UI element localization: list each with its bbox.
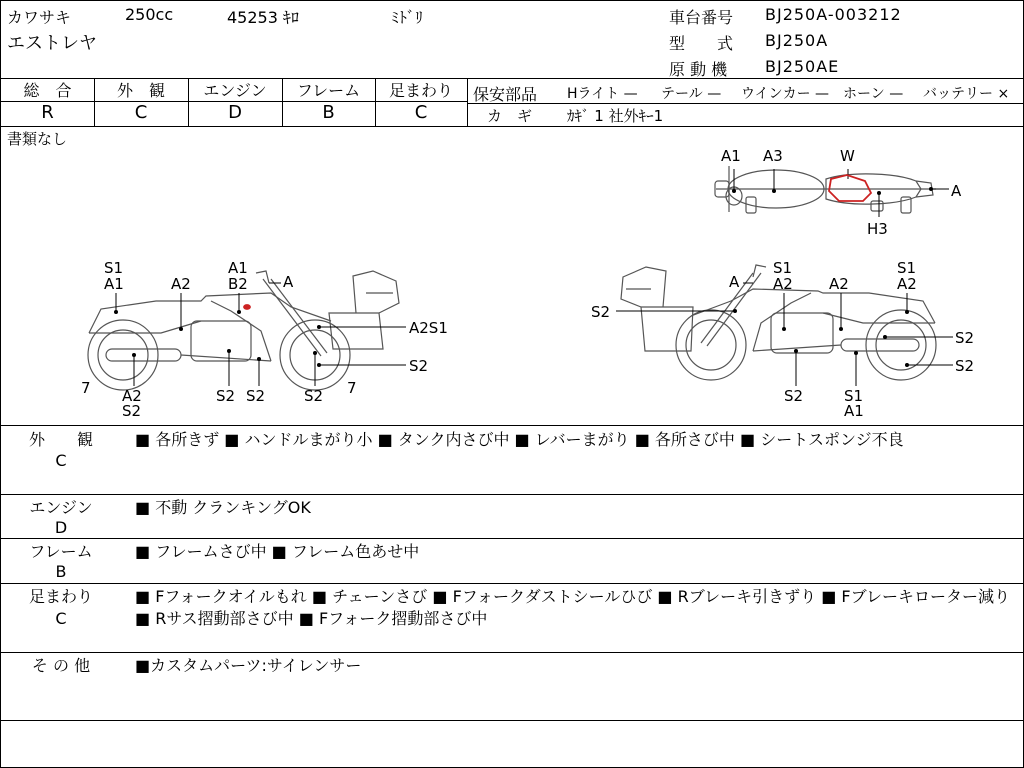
diagram-label: A1: [228, 259, 248, 277]
security-headlight: Hライト —: [567, 86, 638, 102]
key-label: カ ギ: [487, 107, 533, 125]
diagram-label: A1: [104, 275, 124, 293]
security-label: 保安部品: [473, 85, 538, 104]
diagram-label: S2: [409, 357, 429, 375]
mileage: 45253 ｷﾛ: [227, 8, 299, 27]
diagram-label: A: [283, 273, 294, 291]
security-battery: バッテリー ×: [923, 86, 1010, 102]
security-winker: ウインカー —: [741, 86, 830, 102]
diagram-label: S2: [216, 387, 236, 405]
detail-text: ■ 不動 クランキングOK: [135, 498, 311, 517]
detail-category: そ の 他: [31, 656, 91, 675]
diagram-label: S1: [104, 259, 124, 277]
diagram-label: A3: [763, 147, 783, 165]
grade-exterior-label: 外 観: [116, 81, 165, 100]
grade-engine-value: D: [228, 102, 242, 123]
detail-grade: C: [55, 609, 67, 628]
diagram-label: 7: [347, 379, 357, 397]
diagram-label: S2: [955, 357, 975, 375]
diagram-label: A2S1: [409, 319, 448, 337]
security-tail: テール —: [661, 86, 722, 102]
diagram-label: S2: [246, 387, 266, 405]
diagram-label: H3: [867, 220, 888, 238]
grade-frame-label: フレーム: [296, 81, 361, 100]
security-horn: ホーン —: [843, 86, 904, 102]
grade-engine-label: エンジン: [203, 81, 267, 100]
detail-grade: C: [55, 451, 67, 470]
model-name: エストレヤ: [7, 33, 97, 54]
diagram-label: A2: [829, 275, 849, 293]
grade-suspension-label: 足まわり: [388, 81, 453, 100]
diagram-label: S2: [784, 387, 804, 405]
engine-value: BJ250AE: [765, 57, 840, 76]
key-value: ｶｷﾞ 1 社外ｷｰ1: [567, 107, 664, 125]
diagram-label: A2: [122, 387, 142, 405]
diagram-label: A: [951, 182, 962, 200]
grade-suspension-value: C: [414, 102, 428, 123]
type-label: 型 式: [669, 34, 734, 53]
detail-category: フレーム: [29, 542, 93, 561]
detail-text: ■カスタムパーツ:サイレンサー: [135, 656, 362, 675]
diagram-label: W: [840, 147, 855, 165]
detail-grade: B: [55, 562, 67, 581]
engine-label: 原 動 機: [669, 60, 728, 79]
top-view-bike: [715, 166, 936, 213]
grade-frame-value: B: [322, 102, 335, 123]
grade-exterior-value: C: [134, 102, 148, 123]
diagram-label: A2: [773, 275, 793, 293]
diagram-label: S1: [844, 387, 864, 405]
diagram-label: A1: [844, 402, 864, 420]
diagram-label: S2: [955, 329, 975, 347]
frame-no: BJ250A-003212: [765, 5, 902, 24]
color: ﾐﾄﾞﾘ: [391, 8, 424, 27]
diagram-label: S2: [122, 402, 142, 420]
frame-no-label: 車台番号: [669, 8, 734, 27]
displacement: 250cc: [125, 5, 174, 24]
maker: カワサキ: [7, 8, 72, 27]
diagram-label: S2: [591, 303, 611, 321]
diagram-label: A2: [171, 275, 191, 293]
diagram-label: S1: [773, 259, 793, 277]
diagram-label: 7: [81, 379, 91, 397]
detail-category: エンジン: [29, 498, 93, 517]
diagram-label: A2: [897, 275, 917, 293]
diagram-label: A: [729, 273, 740, 291]
diagram-label: S1: [897, 259, 917, 277]
bike-diagram: [1, 1, 1023, 426]
detail-category: 外 観: [28, 430, 93, 449]
detail-text: ■ フレームさび中 ■ フレーム色あせ中: [135, 542, 420, 561]
grade-overall-value: R: [41, 102, 54, 123]
grade-overall-label: 総 合: [23, 81, 72, 100]
detail-grade: D: [54, 518, 68, 537]
type-value: BJ250A: [765, 31, 829, 50]
diagram-label: B2: [228, 275, 248, 293]
diagram-label: A1: [721, 147, 741, 165]
diagram-label: S2: [304, 387, 324, 405]
detail-category: 足まわり: [28, 587, 93, 606]
detail-text: ■ Fフォークオイルもれ ■ チェーンさび ■ Fフォークダストシールひび ■ Rブレーキ引きずり ■ Fブレーキローター減り ■ Rサス摺動部さび中 ■ Fフォーク摺動部さび中: [135, 587, 1010, 628]
detail-text: ■ 各所きず ■ ハンドルまがり小 ■ タンク内さび中 ■ レバーまがり ■ 各所さび中 ■ シートスポンジ不良: [135, 430, 904, 449]
documents-note: 書類なし: [7, 130, 68, 148]
